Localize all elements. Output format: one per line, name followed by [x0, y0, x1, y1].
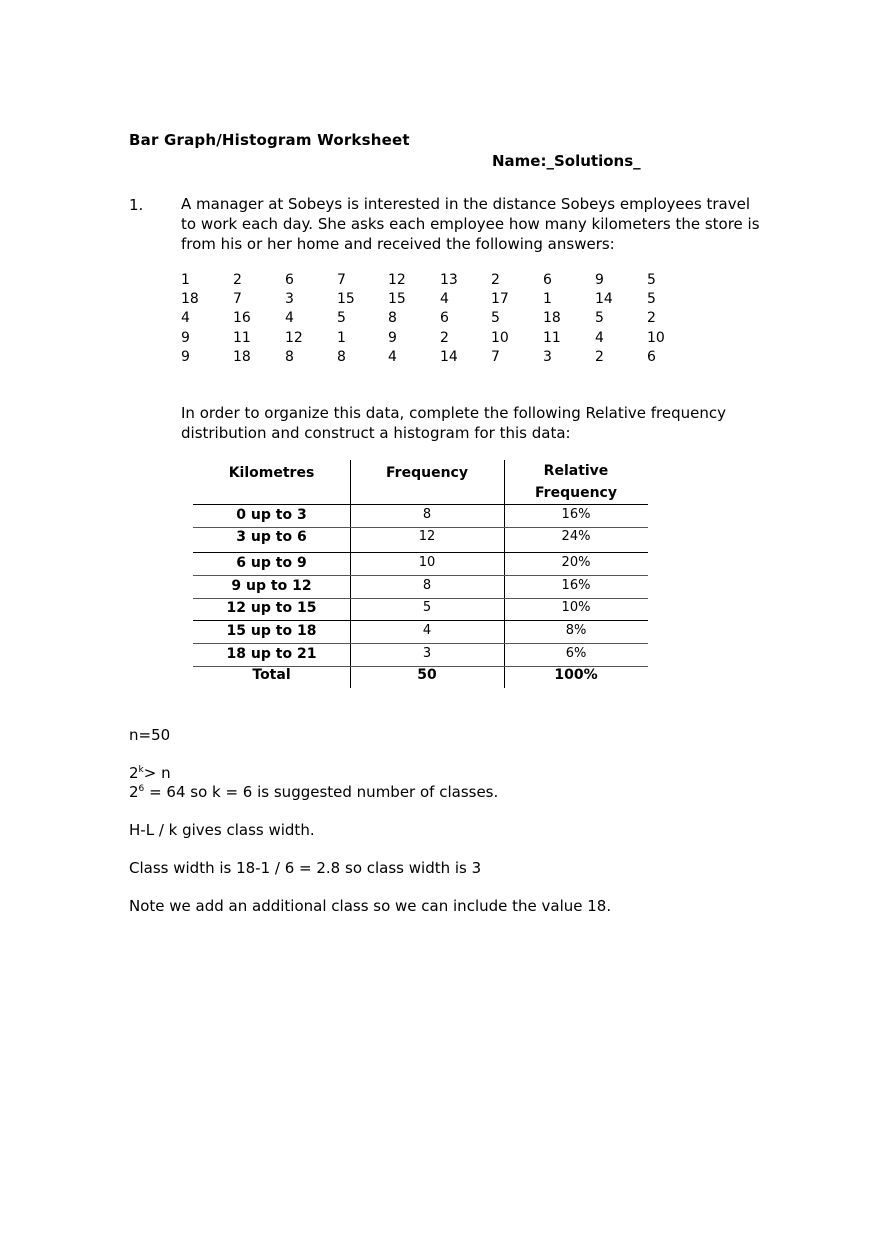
table-rule: [193, 552, 648, 553]
frequency-table: [193, 460, 648, 688]
data-value: 9: [388, 329, 397, 346]
sample-size-note: n=50: [129, 726, 171, 744]
frequency-value: 8: [422, 507, 432, 522]
table-rule: [193, 504, 648, 505]
data-value: 4: [595, 329, 604, 346]
data-value: 5: [595, 310, 604, 327]
class-label: 6 up to 9: [236, 555, 307, 571]
data-value: 3: [543, 348, 552, 365]
data-value: 12: [388, 272, 406, 288]
data-value: 18: [181, 291, 199, 308]
data-value: 14: [595, 291, 613, 308]
data-value: 15: [388, 291, 406, 308]
calc-exponent: 6: [138, 784, 145, 794]
width-calculation: Class width is 18-1 / 6 = 2.8 so class width is 3: [129, 859, 482, 877]
data-value: 1: [543, 291, 552, 308]
data-value: 6: [440, 310, 449, 327]
data-value: 13: [440, 272, 458, 288]
data-value: 2: [440, 329, 449, 346]
data-value: 10: [647, 329, 665, 346]
rule-rest: > n: [143, 764, 171, 782]
data-value: 14: [440, 348, 458, 365]
table-rule: [193, 575, 648, 576]
table-rule: [193, 598, 648, 599]
data-value: 12: [285, 329, 303, 346]
data-value: 5: [491, 310, 500, 327]
worksheet-title: Bar Graph/Histogram Worksheet: [129, 131, 410, 149]
data-value: 7: [337, 272, 346, 288]
class-calculation: [129, 783, 498, 801]
class-label: 9 up to 12: [231, 578, 312, 594]
class-label: 3 up to 6: [236, 529, 307, 545]
data-value: 6: [647, 348, 656, 365]
data-value: 7: [491, 348, 500, 365]
class-label: 0 up to 3: [236, 507, 307, 523]
frequency-value: 10: [418, 555, 436, 570]
header-frequency: Frequency: [386, 465, 468, 481]
relative-frequency-value: 20%: [561, 555, 591, 570]
data-value: 11: [233, 329, 251, 346]
data-value: 18: [543, 310, 561, 327]
data-value: 2: [595, 348, 604, 365]
name-line: Name:_Solutions_: [492, 152, 641, 170]
instruction-text: In order to organize this data, complete the following Relative frequency distribution and construct a histogram for this data:: [181, 404, 727, 442]
data-value: 10: [491, 329, 509, 346]
frequency-value: 5: [422, 600, 432, 615]
data-value: 1: [181, 272, 190, 288]
table-rule: [193, 643, 648, 644]
total-relative-frequency: 100%: [554, 667, 598, 683]
data-value: 2: [491, 272, 500, 288]
table-rule: [193, 527, 648, 528]
data-value: 4: [388, 348, 397, 365]
data-value: 11: [543, 329, 561, 346]
total-frequency: 50: [417, 667, 437, 683]
header-relative-frequency: Relative Frequency: [535, 463, 617, 501]
data-value: 9: [181, 329, 190, 346]
rule-base: 2: [129, 764, 139, 782]
data-value: 8: [285, 348, 294, 365]
data-value: 4: [440, 291, 449, 308]
class-label: 15 up to 18: [226, 623, 317, 639]
data-value: 1: [337, 329, 346, 346]
frequency-value: 3: [422, 646, 432, 661]
table-rule: [193, 620, 648, 621]
data-value: 15: [337, 291, 355, 308]
calc-base: 2: [129, 783, 139, 801]
data-value: 8: [388, 310, 397, 327]
data-value: 16: [233, 310, 251, 327]
data-value: 9: [595, 272, 604, 288]
question-text: A manager at Sobeys is interested in the distance Sobeys employees travel to work each day. She asks each employee how many kilometers the store is from his or her home and received the following answers:: [181, 195, 760, 253]
data-value: 4: [181, 310, 190, 327]
data-value: 5: [647, 291, 656, 308]
additional-class-note: Note we add an additional class so we can include the value 18.: [129, 897, 612, 915]
header-kilometres: Kilometres: [228, 465, 315, 481]
frequency-value: 8: [422, 578, 432, 593]
frequency-value: 4: [422, 623, 432, 638]
data-value: 4: [285, 310, 294, 327]
width-formula: H-L / k gives class width.: [129, 821, 315, 839]
data-value: 5: [647, 272, 656, 288]
data-value: 18: [233, 348, 251, 365]
total-label: Total: [252, 667, 291, 683]
data-value: 7: [233, 291, 242, 308]
calc-rest: = 64 so k = 6 is suggested number of classes.: [149, 783, 499, 801]
relative-frequency-value: 6%: [565, 646, 587, 661]
relative-frequency-value: 24%: [561, 529, 591, 544]
frequency-value: 12: [418, 529, 436, 544]
relative-frequency-value: 16%: [561, 578, 591, 593]
data-value: 9: [181, 348, 190, 365]
class-rule: [129, 764, 171, 782]
data-value: 6: [285, 272, 294, 288]
question-number: 1.: [129, 196, 144, 214]
relative-frequency-value: 16%: [561, 507, 591, 522]
data-value: 6: [543, 272, 552, 288]
data-value: 3: [285, 291, 294, 308]
class-label: 12 up to 15: [226, 600, 317, 616]
rule-exponent: k: [138, 765, 144, 775]
data-value: 17: [491, 291, 509, 308]
relative-frequency-value: 8%: [565, 623, 587, 638]
relative-frequency-value: 10%: [561, 600, 591, 615]
data-value: 5: [337, 310, 346, 327]
data-value: 8: [337, 348, 346, 365]
data-value: 2: [647, 310, 656, 327]
data-value: 2: [233, 272, 242, 288]
class-label: 18 up to 21: [226, 646, 317, 662]
